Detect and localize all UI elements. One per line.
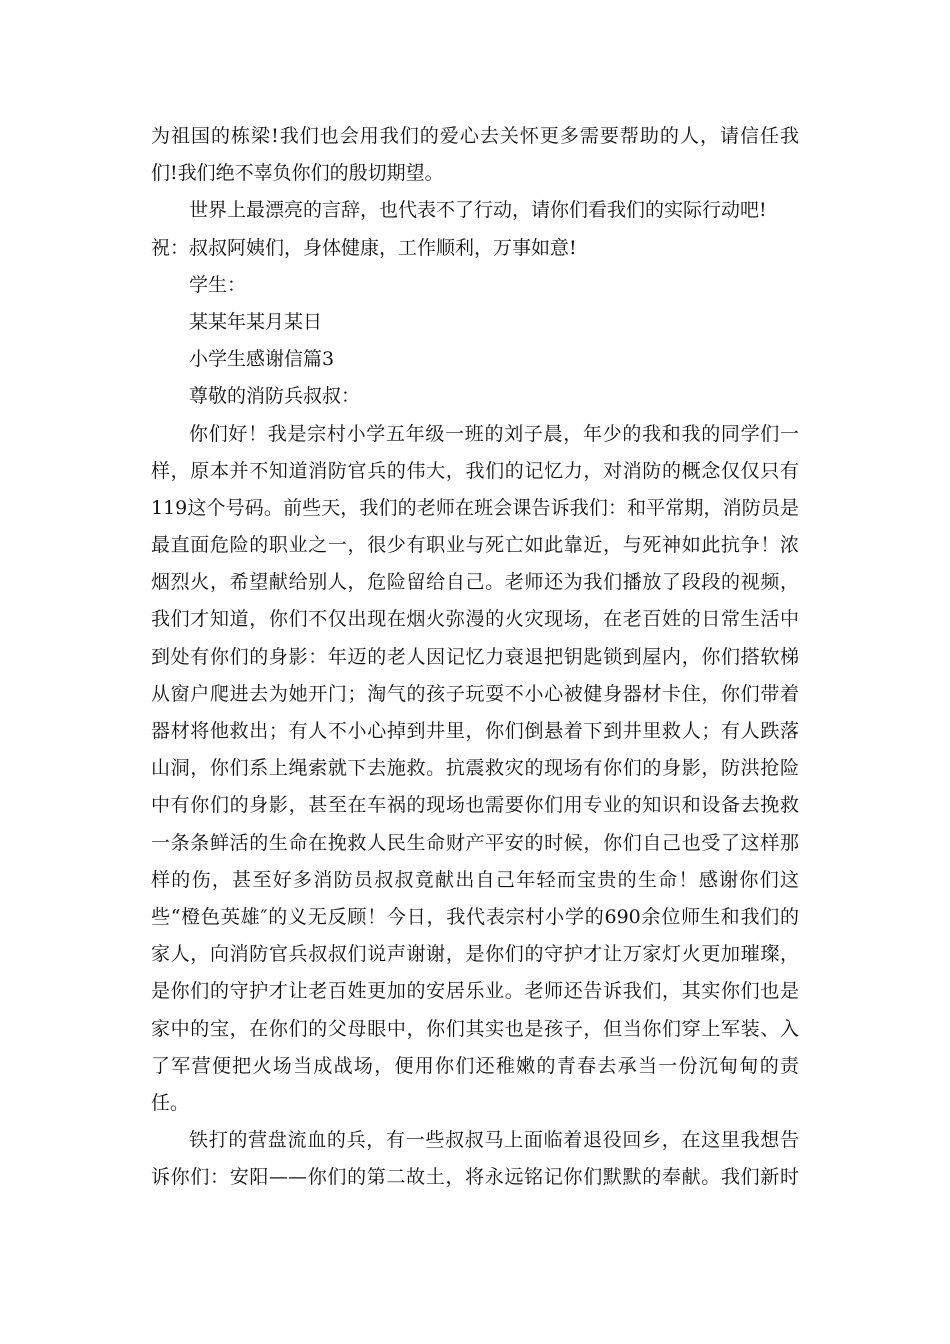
letter-body: [151, 118, 799, 1196]
text-line: 诉你们：安阳——你们的第二故土，将永远铭记你们默默的奉献。我们新时: [151, 1166, 799, 1189]
text-line: 到处有你们的身影：年迈的老人因记忆力衰退把钥匙锁到屋内，你们搭软梯: [151, 645, 799, 668]
date-line: 某某年某月某日: [189, 310, 323, 333]
text-line: 最直面危险的职业之一，很少有职业与死亡如此靠近，与死神如此抗争！浓: [151, 534, 799, 557]
text-line: 中有你们的身影，甚至在车祸的现场也需要你们用专业的知识和设备去挽救: [151, 794, 799, 817]
text-line: 你们好！我是宗村小学五年级一班的刘子晨，年少的我和我的同学们一: [189, 422, 799, 445]
text-line: 样的伤，甚至好多消防员叔叔竟献出自己年轻而宝贵的生命！感谢你们这: [151, 868, 799, 891]
text-line: 家人，向消防官兵叔叔们说声谢谢，是你们的守护才让万家灯火更加璀璨，: [151, 943, 799, 966]
text-line: 家中的宝，在你们的父母眼中，你们其实也是孩子，但当你们穿上军装、入: [151, 1017, 799, 1040]
text-line: 铁打的营盘流血的兵，有一些叔叔马上面临着退役回乡，在这里我想告: [189, 1129, 799, 1152]
text-line: 我们才知道，你们不仅出现在烟火弥漫的火灾现场，在老百姓的日常生活中: [151, 608, 799, 631]
section-title: 小学生感谢信篇3: [189, 348, 335, 371]
text-line: 是你们的守护才让老百姓更加的安居乐业。老师还告诉我们，其实你们也是: [151, 980, 799, 1003]
text-line: 样，原本并不知道消防官兵的伟大，我们的记忆力，对消防的概念仅仅只有: [151, 459, 799, 482]
text-line: 119这个号码。前些天，我们的老师在班会课告诉我们：和平常期，消防员是: [151, 496, 799, 519]
text-line: 为祖国的栋梁!我们也会用我们的爱心去关怀更多需要帮助的人，请信任我: [151, 125, 799, 147]
signature-label: 学生：: [189, 273, 247, 296]
text-line: 一条条鲜活的生命在挽救人民生命财产平安的时候，你们自己也受了这样那: [151, 831, 799, 854]
text-line: 们!我们绝不辜负你们的殷切期望。: [151, 162, 444, 185]
text-line: 烟烈火，希望献给别人，危险留给自己。老师还为我们播放了段段的视频，: [151, 571, 799, 594]
text-line: 了军营便把火场当成战场，便用你们还稚嫩的青春去承当一份沉甸甸的责: [151, 1054, 799, 1077]
text-line: 任。: [151, 1091, 190, 1114]
text-line: 世界上最漂亮的言辞，也代表不了行动，请你们看我们的实际行动吧!: [189, 199, 767, 222]
text-line: 祝：叔叔阿姨们，身体健康，工作顺利，万事如意!: [151, 236, 577, 259]
text-line: 山洞，你们系上绳索就下去施救。抗震救灾的现场有你们的身影，防洪抢险: [151, 757, 799, 780]
text-line: 从窗户爬进去为她开门；淘气的孩子玩耍不小心被健身器材卡住，你们带着: [151, 682, 799, 705]
salutation: 尊敬的消防兵叔叔：: [189, 385, 361, 408]
text-line: 器材将他救出；有人不小心掉到井里，你们倒悬着下到井里救人；有人跌落: [151, 720, 799, 742]
text-line: 些“橙色英雄″的义无反顾！今日，我代表宗村小学的690余位师生和我们的: [151, 905, 799, 928]
